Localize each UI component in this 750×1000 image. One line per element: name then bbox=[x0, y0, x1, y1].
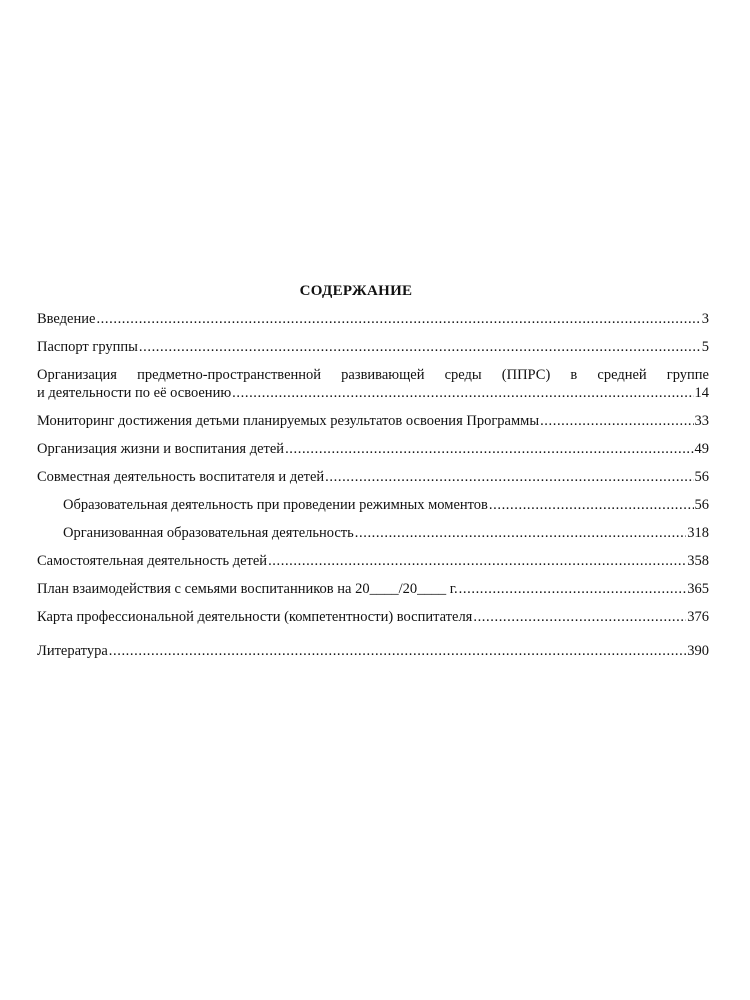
toc-page-number: 318 bbox=[687, 525, 709, 541]
toc-entry-label-line1: Организация предметно-пространственной развивающей среды (ППРС) в средней группе bbox=[37, 367, 709, 383]
toc-entry-family-plan bbox=[37, 580, 709, 598]
toc-subentry-organized-activity bbox=[37, 524, 709, 542]
toc-entry-label: Организация жизни и воспитания детей bbox=[37, 441, 285, 457]
toc-page-number: 14 bbox=[694, 385, 709, 401]
toc-entry-introduction bbox=[37, 310, 709, 328]
toc-page-number: 376 bbox=[687, 609, 709, 625]
toc-page-number: 3 bbox=[701, 311, 709, 327]
toc-page-number: 49 bbox=[694, 441, 709, 457]
toc-page-number: 365 bbox=[687, 581, 709, 597]
toc-entry-group-passport bbox=[37, 338, 709, 356]
toc-entry-label-line2: и деятельности по её освоению bbox=[37, 385, 232, 401]
toc-page-number: 358 bbox=[687, 553, 709, 569]
toc-entry-joint-activity bbox=[37, 468, 709, 486]
toc-entry-label: Литература bbox=[37, 643, 108, 659]
toc-entry-label: Самостоятельная деятельность детей bbox=[37, 553, 268, 569]
toc-entry-label: Совместная деятельность воспитателя и детей bbox=[37, 469, 325, 485]
toc-page-number: 56 bbox=[694, 497, 709, 513]
toc-entry-label: Паспорт группы bbox=[37, 339, 138, 355]
dot-leader bbox=[355, 524, 686, 542]
toc-entry-life-organization bbox=[37, 440, 709, 458]
dot-leader bbox=[459, 580, 687, 598]
dot-leader bbox=[139, 338, 701, 356]
toc-entry-label: Организованная образовательная деятельность bbox=[63, 525, 354, 541]
dot-leader bbox=[325, 468, 693, 486]
dot-leader bbox=[96, 310, 700, 328]
dot-leader bbox=[540, 412, 693, 430]
toc-entry-independent-activity bbox=[37, 552, 709, 570]
toc-entry-label: План взаимодействия с семьями воспитанников на 20____/20____ г. bbox=[37, 581, 458, 597]
toc-page-number: 5 bbox=[701, 339, 709, 355]
toc-entry-label: Образовательная деятельность при проведении режимных моментов bbox=[63, 497, 488, 513]
toc-page-number: 33 bbox=[694, 413, 709, 429]
toc-page-number: 390 bbox=[687, 643, 709, 659]
toc-entry-environment bbox=[37, 366, 709, 402]
dot-leader bbox=[232, 384, 693, 402]
toc-entry-literature bbox=[37, 642, 709, 660]
toc-entry-label: Мониторинг достижения детьми планируемых результатов освоения Программы bbox=[37, 413, 540, 429]
toc-title: СОДЕРЖАНИЕ bbox=[299, 283, 413, 299]
toc-entry-label: Карта профессиональной деятельности (компетентности) воспитателя bbox=[37, 609, 473, 625]
dot-leader bbox=[489, 496, 694, 514]
dot-leader bbox=[473, 608, 686, 626]
toc-entry-monitoring bbox=[37, 412, 709, 430]
dot-leader bbox=[285, 440, 693, 458]
toc-entry-label: Введение bbox=[37, 311, 96, 327]
dot-leader bbox=[268, 552, 686, 570]
dot-leader bbox=[109, 642, 686, 660]
toc-entry-professional-map bbox=[37, 608, 709, 626]
toc-subentry-routine-moments bbox=[37, 496, 709, 514]
table-of-contents bbox=[37, 310, 709, 660]
toc-page-number: 56 bbox=[694, 469, 709, 485]
